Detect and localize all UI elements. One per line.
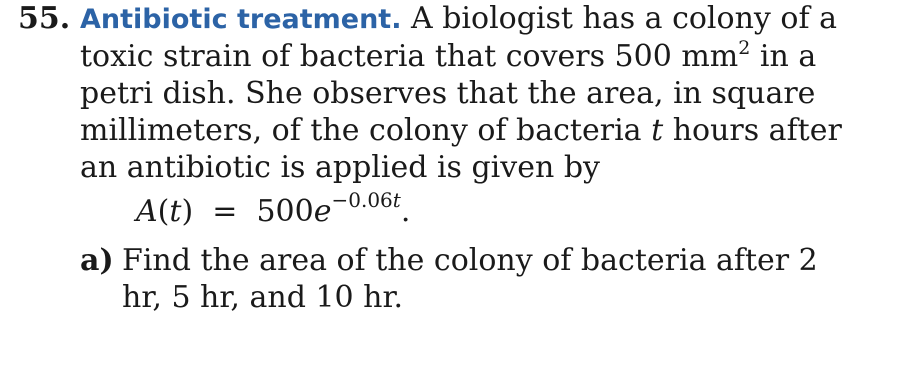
problem-number: 55. — [18, 1, 71, 36]
squared-exponent: 2 — [738, 37, 751, 59]
problem-statement — [80, 0, 880, 186]
formula-argument: t — [169, 194, 182, 229]
formula-base: e — [313, 194, 332, 229]
formula-function: A — [136, 194, 158, 229]
formula-period: . — [400, 194, 411, 229]
problem-title: Antibiotic treatment. — [80, 4, 402, 35]
formula-coefficient: 500 — [256, 194, 314, 229]
area-formula: $A(t) = 500e^{-0.06t}$. — [136, 188, 411, 229]
formula-equals: = — [212, 194, 238, 229]
time-variable: t — [651, 113, 664, 148]
statement-text-2: in a petri dish. She observes that the area, in square millimeters, of the colony of bacteria — [80, 39, 817, 148]
part-a — [80, 242, 898, 316]
formula-exponent: −0.06t — [331, 188, 401, 212]
statement-text-3: hours after an antibiotic is applied is given by — [80, 113, 842, 185]
problem-55 — [18, 0, 898, 316]
statement-text-1: A biologist has a colony of a toxic strain of bacteria that covers 500 mm — [80, 1, 837, 74]
part-a-text: Find the area of the colony of bacteria after 2 hr, 5 hr, and 10 hr. — [122, 243, 818, 315]
part-a-label: a) — [80, 243, 114, 278]
